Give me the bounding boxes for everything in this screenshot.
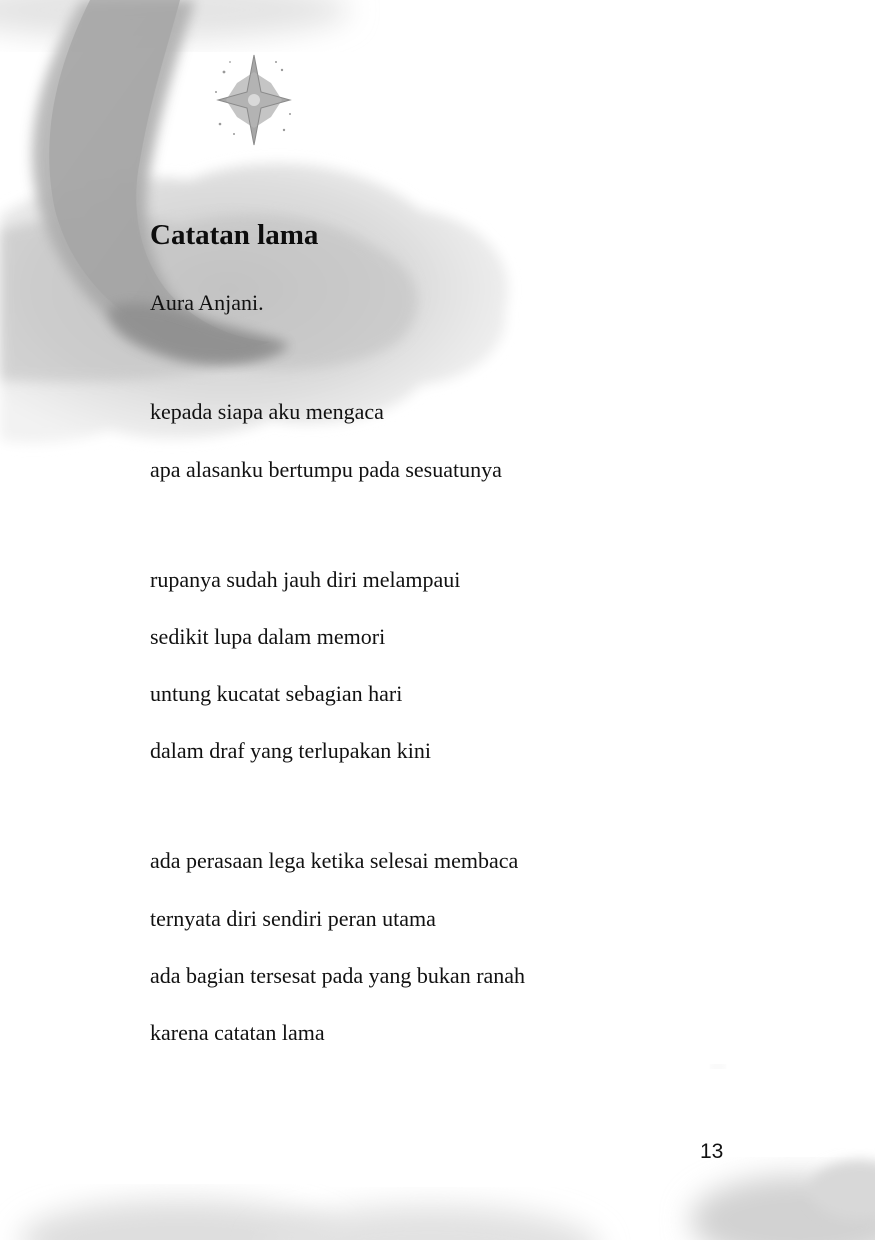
poem-line: kepada siapa aku mengaca (150, 399, 384, 424)
poem-line: rupanya sudah jauh diri melampaui (150, 567, 461, 592)
poem-line: sedikit lupa dalam memori (150, 624, 386, 649)
poem-line: ada bagian tersesat pada yang bukan ranah (150, 963, 526, 988)
poem-line: karena catatan lama (150, 1020, 325, 1045)
four-point-star-icon (215, 55, 291, 145)
poem-title: Catatan lama (150, 219, 319, 251)
poem-line: apa alasanku bertumpu pada sesuatunya (150, 457, 502, 482)
poem-author: Aura Anjani. (150, 290, 264, 315)
poem-line: dalam draf yang terlupakan kini (150, 738, 432, 763)
poem-line: untung kucatat sebagian hari (150, 681, 403, 706)
page-number: 13 (700, 1140, 724, 1163)
poem-line: ada perasaan lega ketika selesai membaca (150, 848, 519, 873)
poem-line: ternyata diri sendiri peran utama (150, 906, 436, 931)
